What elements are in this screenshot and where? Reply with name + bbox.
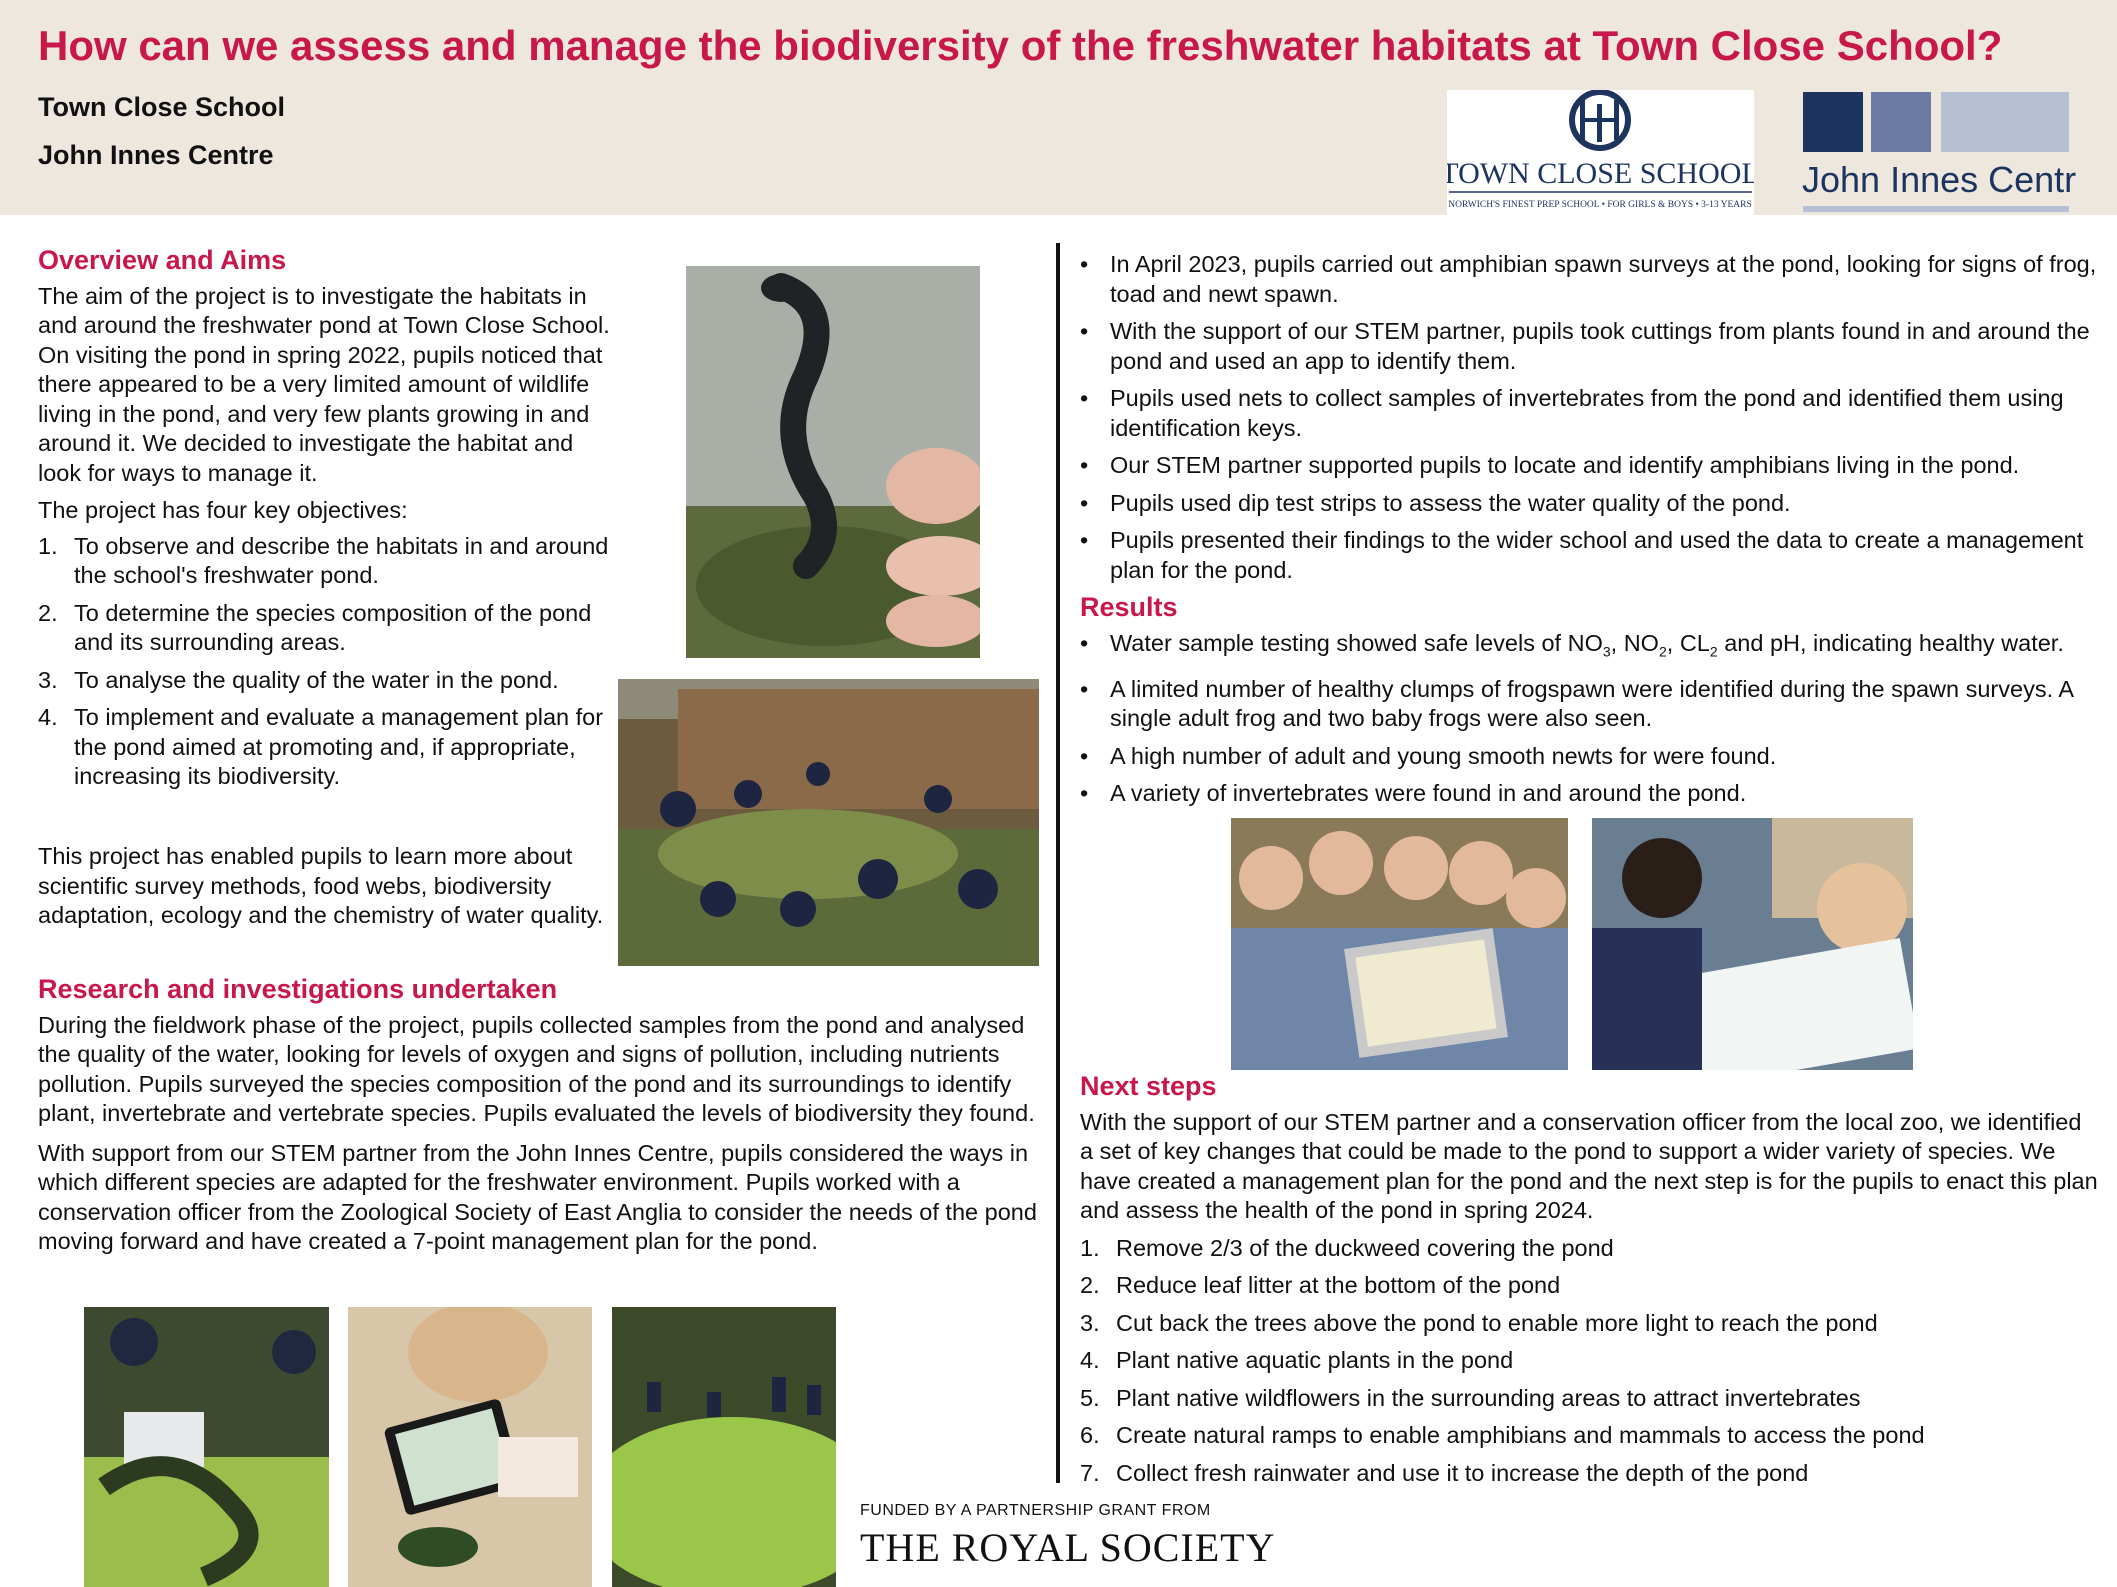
newt-photo xyxy=(686,266,980,658)
next-step-item: 7. Collect fresh rainwater and use it to increase the depth of the pond xyxy=(1080,1459,1809,1486)
research-section xyxy=(38,975,1038,1257)
objective-item: 2. To determine the species composition of the pond and its surrounding areas. xyxy=(38,599,592,655)
methods-item: • Pupils used nets to collect samples of invertebrates from the pond and identified them using identification keys. xyxy=(1080,385,2064,441)
research-paragraph-2: With support from our STEM partner from the John Innes Centre, pupils considered the ways in which different species are adapted for the freshwater environment. Pupils worked with a conservation officer from the Zoological Society of East Anglia to consider the needs of the pond moving forward and have created a 7-point management plan for the pond. xyxy=(38,1139,1037,1254)
pupils-pond-photo xyxy=(618,679,1039,966)
column-divider xyxy=(1056,243,1060,1483)
results-item: • A variety of invertebrates were found in and around the pond. xyxy=(1080,780,1747,807)
results-item: • A limited number of healthy clumps of frogspawn were identified during the spawn surveys. A single adult frog and two baby frogs were also seen. xyxy=(1080,675,2073,732)
overview-section xyxy=(38,246,618,792)
methods-item: • With the support of our STEM partner, pupils took cuttings from plants found in and around the pond and used an app to identify them. xyxy=(1080,318,2090,374)
objectives-intro: The project has four key objectives: xyxy=(38,497,408,523)
next-step-item: 6. Create natural ramps to enable amphibians and mammals to access the pond xyxy=(1080,1422,1925,1448)
town-close-school-logo xyxy=(1447,90,1754,217)
author-town-close: Town Close School xyxy=(38,92,286,122)
objectives-list xyxy=(38,532,618,792)
pond-sampling-photo xyxy=(84,1307,329,1587)
author-john-innes: John Innes Centre xyxy=(38,140,274,170)
research-heading: Research and investigations undertaken xyxy=(38,974,558,1004)
john-innes-centre-logo xyxy=(1796,90,2076,215)
pupils-presenting-photo xyxy=(1231,818,1568,1070)
methods-item: • Our STEM partner supported pupils to locate and identify amphibians living in the pond. xyxy=(1080,452,2020,478)
objective-item: 1. To observe and describe the habitats in and around the school's freshwater pond. xyxy=(38,532,609,588)
tcs-logo-tagline: NORWICH'S FINEST PREP SCHOOL • FOR GIRLS & BOYS • 3-13 YEARS xyxy=(1448,200,1752,210)
next-step-item: 3. Cut back the trees above the pond to enable more light to reach the pond xyxy=(1080,1309,1878,1336)
results-item: • A high number of adult and young smooth newts for were found. xyxy=(1080,742,1777,769)
next-steps-heading: Next steps xyxy=(1080,1071,1217,1101)
methods-list xyxy=(1080,250,2100,585)
tcs-logo-name: TOWN CLOSE SCHOOL xyxy=(1447,157,1754,190)
next-step-item: 5. Plant native wildflowers in the surrounding areas to attract invertebrates xyxy=(1080,1384,1861,1411)
research-paragraph-1: During the fieldwork phase of the project, pupils collected samples from the pond and analysed the quality of the water, looking for levels of oxygen and signs of pollution, including nutrients pollution. Pupils surveyed the species composition of the pond and its surroundings to identify plant, invertebrate and vertebrate species. Pupils evaluated the levels of biodiversity they found. xyxy=(38,1011,1035,1126)
next-steps-section xyxy=(1080,1072,2100,1488)
funding-credit xyxy=(860,1502,1276,1571)
pupils-drawing-photo xyxy=(1592,818,1913,1070)
methods-section xyxy=(1080,250,2100,585)
next-step-item: 1. Remove 2/3 of the duckweed covering the pond xyxy=(1080,1234,1614,1261)
results-section xyxy=(1080,593,2100,809)
results-item: • Water sample testing showed safe levels of $NO_3$, $NO_2$, $CL_2$ and pH, indicating healthy water. xyxy=(1080,629,2064,660)
poster-header xyxy=(0,0,2117,215)
results-heading: Results xyxy=(1080,592,1178,622)
plant-id-app-photo xyxy=(348,1307,592,1587)
royal-society-logo: THE ROYAL SOCIETY xyxy=(860,1525,1276,1570)
overview-closing: This project has enabled pupils to learn more about scientific survey methods, food webs, biodiversity adaptation, ecology and the chemistry of water quality. xyxy=(38,843,604,928)
methods-item: • Pupils used dip test strips to assess the water quality of the pond. xyxy=(1080,489,1791,516)
next-step-item: 4. Plant native aquatic plants in the pond xyxy=(1080,1347,1514,1373)
objective-item: 3. To analyse the quality of the water in the pond. xyxy=(38,666,559,693)
methods-item: • In April 2023, pupils carried out amphibian spawn surveys at the pond, looking for signs of frog, toad and newt spawn. xyxy=(1080,251,2097,307)
results-list xyxy=(1080,629,2100,809)
overview-closing-block xyxy=(38,842,608,931)
poster-title: How can we assess and manage the biodiversity of the freshwater habitats at Town Close School? xyxy=(38,22,2003,69)
jic-logo-name: John Innes Centre xyxy=(1802,159,2076,200)
next-steps-intro: With the support of our STEM partner and a conservation officer from the local zoo, we identified a set of key changes that could be made to the pond to support a wider variety of species. We have created a management plan for the pond and the next step is for the pupils to enact this plan and assess the health of the pond in spring 2024. xyxy=(1080,1108,2098,1223)
duckweed-pond-photo xyxy=(612,1307,836,1587)
next-steps-list xyxy=(1080,1234,2100,1489)
objective-item: 4. To implement and evaluate a management plan for the pond aimed at promoting and, if appropriate, increasing its biodiversity. xyxy=(38,704,604,789)
overview-intro: The aim of the project is to investigate the habitats in and around the freshwater pond at Town Close School. On visiting the pond in spring 2022, pupils noticed that there appeared to be a very limited amount of wildlife living in the pond, and very few plants growing in and around it. We decided to investigate the habitat and look for ways to manage it. xyxy=(38,282,610,486)
funding-line: FUNDED BY A PARTNERSHIP GRANT FROM xyxy=(860,1502,1211,1519)
methods-item: • Pupils presented their findings to the wider school and used the data to create a management plan for the pond. xyxy=(1080,527,2084,583)
next-step-item: 2. Reduce leaf litter at the bottom of the pond xyxy=(1080,1272,1561,1298)
overview-heading: Overview and Aims xyxy=(38,245,287,275)
